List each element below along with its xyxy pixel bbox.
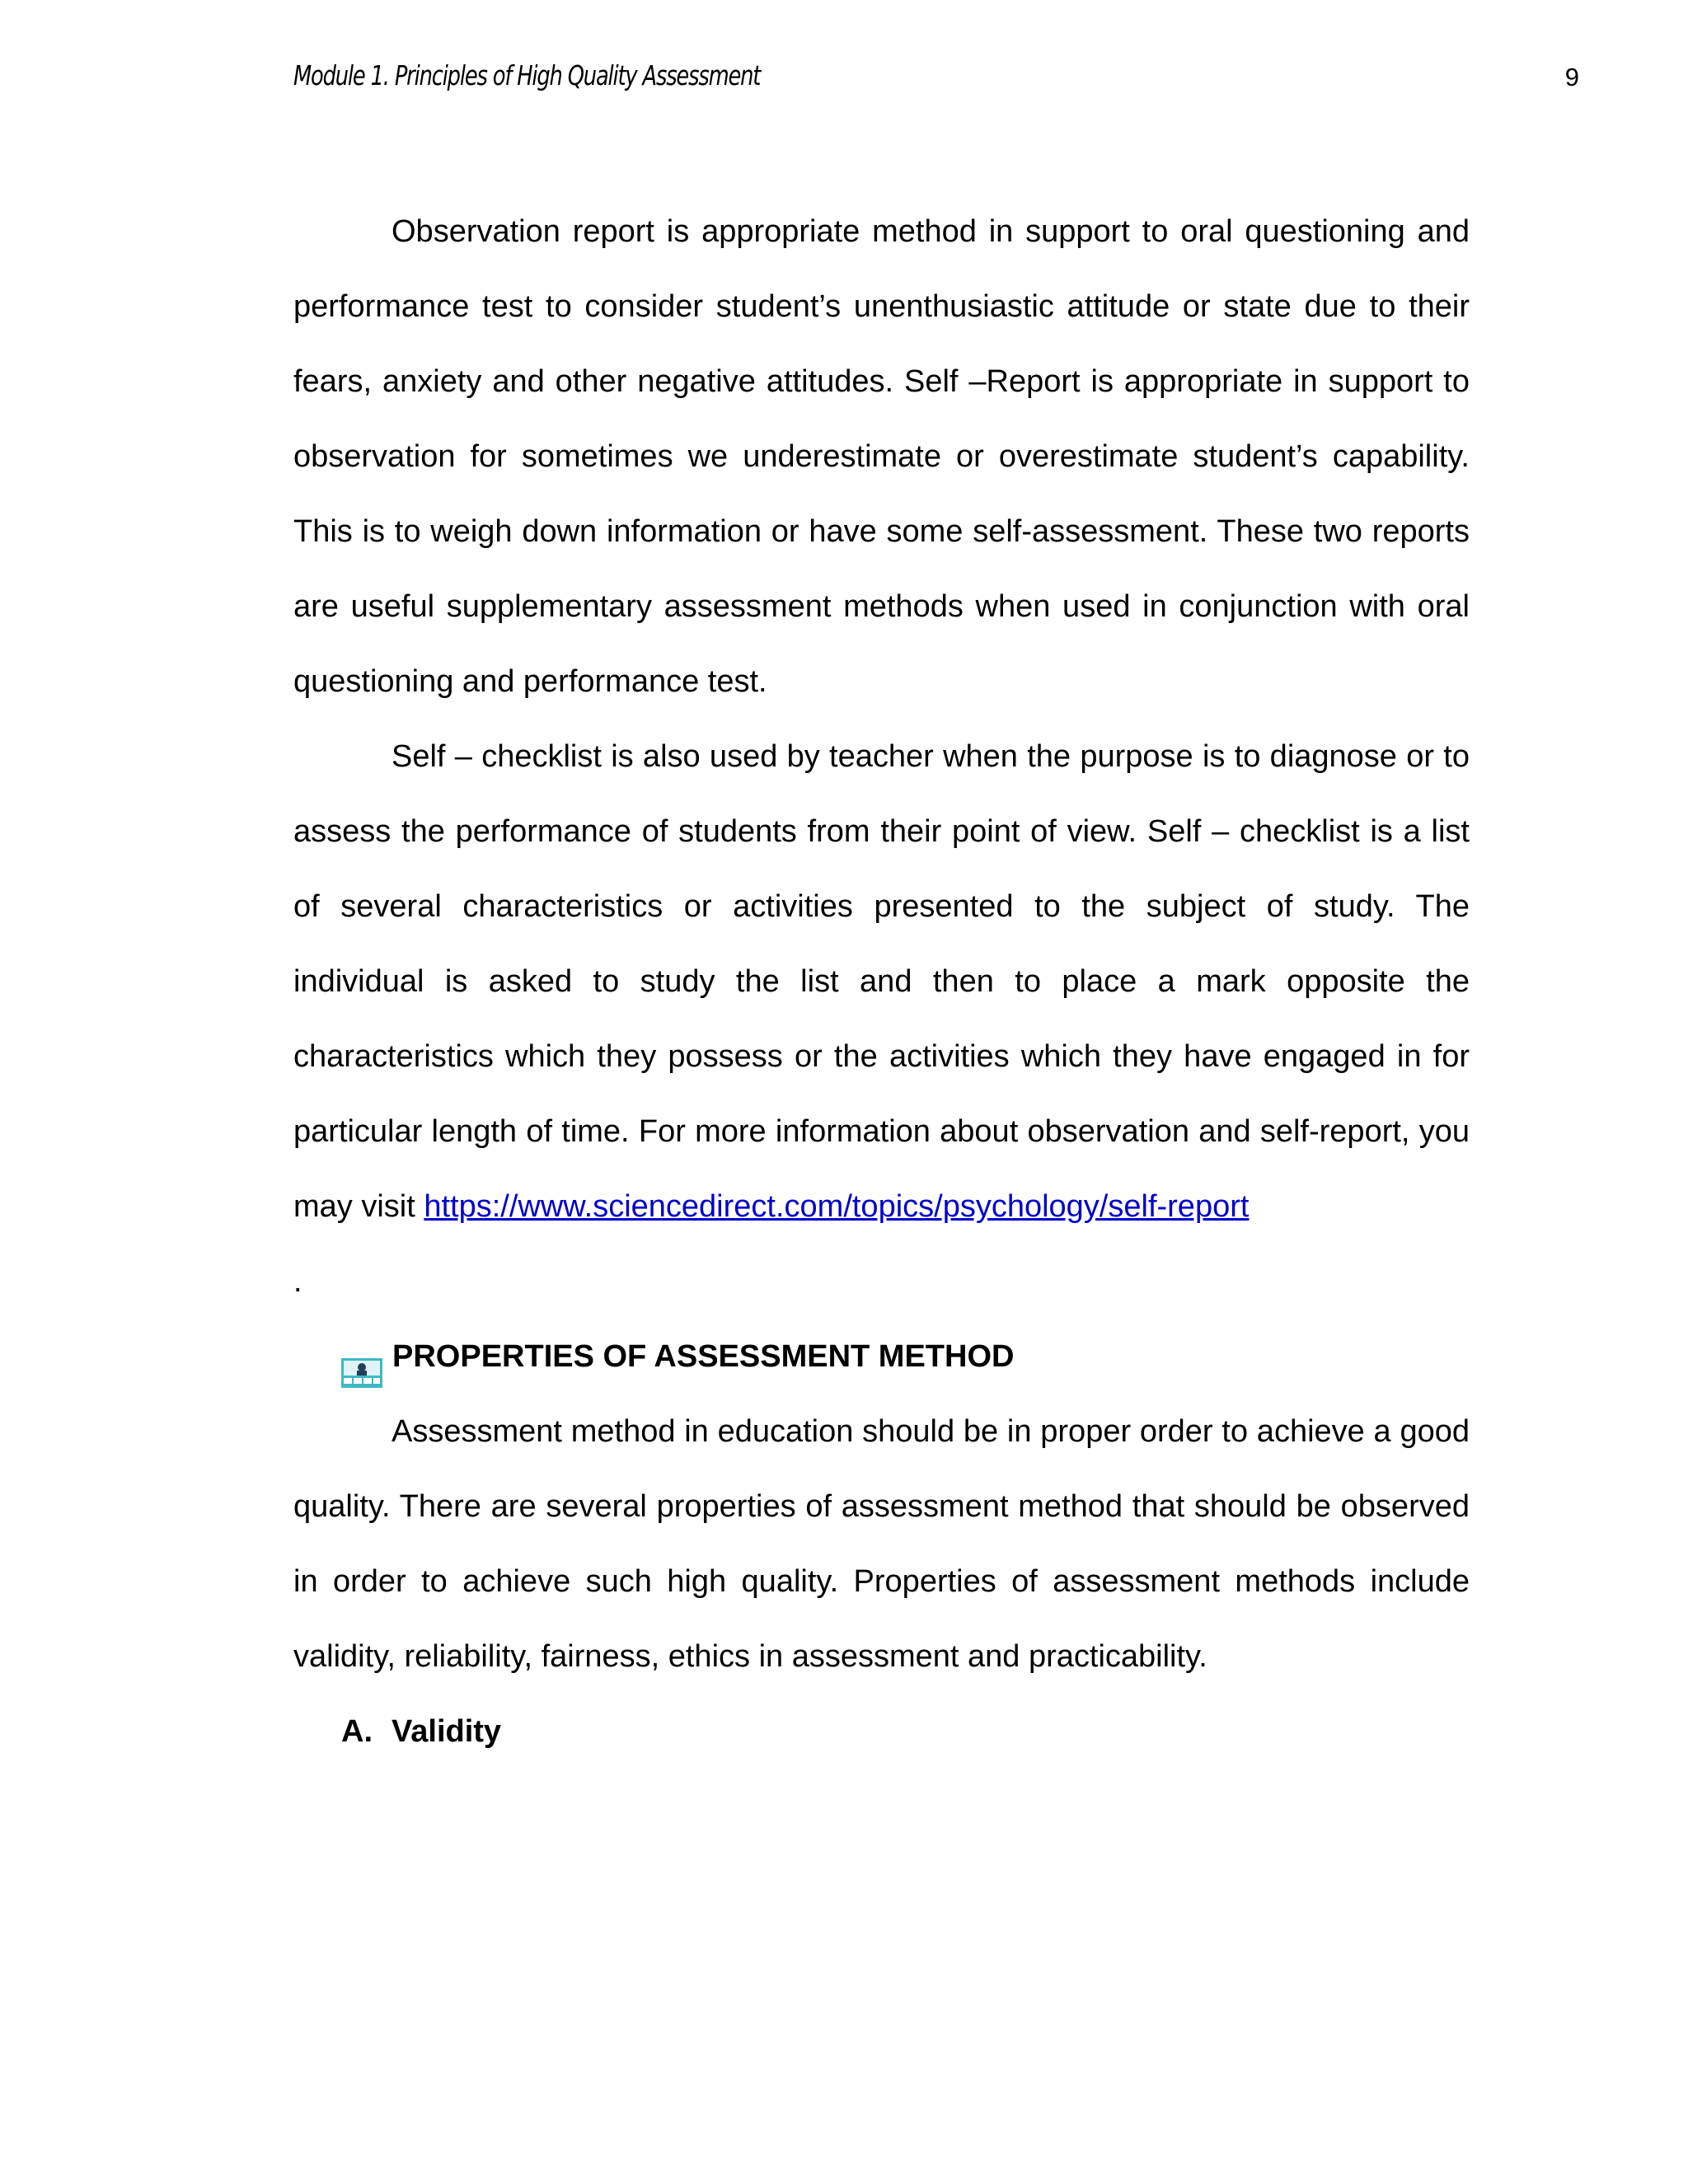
trailing-period: . [293,1264,302,1299]
classroom-icon [341,1341,382,1371]
subheading-marker: A. [341,1714,373,1749]
paragraph-self-checklist [293,719,1470,1244]
subheading-validity [293,1694,1470,1769]
section-heading-text: PROPERTIES OF ASSESSMENT METHOD [392,1339,1015,1374]
module-title: Module 1. Principles of High Quality Assessment [293,59,761,91]
page-number: 9 [1564,63,1579,91]
page-header [293,59,1579,101]
self-checklist-text: Self – checklist is also used by teacher when the purpose is to diagnose or to assess the performance of students from their point of view. Self – checklist is a list of several characteristics or activities presented to the subject of study. The individual is asked to study the list and then to place a mark opposite the characteristics which they possess or the activities which they have engaged in for particular length of time. For more information about observation and self-report, you may visit [293,739,1470,1224]
section-heading [293,1319,1470,1394]
document-body [293,194,1470,1769]
sciencedirect-link[interactable]: https://www.sciencedirect.com/topics/psychology/self-report [424,1189,1250,1224]
subheading-title: Validity [392,1714,502,1749]
paragraph-properties: Assessment method in education should be in proper order to achieve a good quality. There are several properties of assessment method that should be observed in order to achieve such high quality. Properties of assessment methods include validity, reliability, fairness, ethics in assessment and practicability. [293,1414,1470,1674]
paragraph-observation-report: Observation report is appropriate method in support to oral questioning and performance test to consider student’s unenthusiastic attitude or state due to their fears, anxiety and other negative attitudes. Self –Report is appropriate in support to observation for sometimes we underestimate or overestimate student’s capability. This is to weigh down information or have some self-assessment. These two reports are useful supplementary assessment methods when used in conjunction with oral questioning and performance test. [293,214,1470,699]
